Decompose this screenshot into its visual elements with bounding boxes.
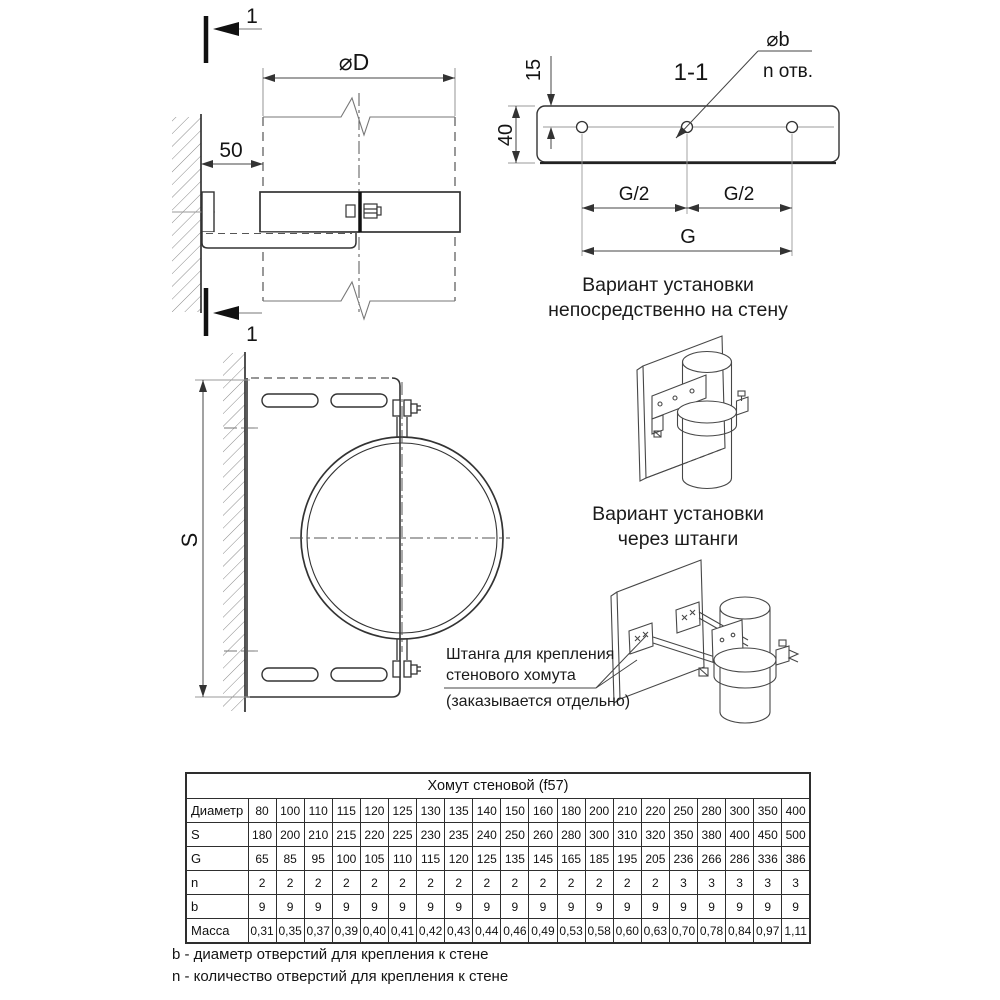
- table-row: [186, 895, 810, 919]
- cell-value: 3: [782, 871, 810, 895]
- cell-value: 0,46: [501, 919, 529, 944]
- cell-value: 2: [641, 871, 669, 895]
- cell-value: 200: [585, 799, 613, 823]
- cell-value: 130: [417, 799, 445, 823]
- row-label: Диаметр: [186, 799, 248, 823]
- install-rods-title-line1: Вариант установки: [592, 503, 764, 525]
- dimension-half-span-left: [582, 184, 687, 212]
- cell-value: 120: [360, 799, 388, 823]
- rod-note: [446, 644, 656, 686]
- install-rods-title-line2: через штанги: [617, 528, 739, 550]
- cell-value: 125: [388, 799, 416, 823]
- cell-value: 400: [726, 823, 754, 847]
- cell-value: 120: [445, 847, 473, 871]
- cell-value: 165: [557, 847, 585, 871]
- cell-value: 0,40: [360, 919, 388, 944]
- cell-value: 9: [641, 895, 669, 919]
- cell-value: 2: [585, 871, 613, 895]
- clamp-bolt-icon: [346, 204, 381, 218]
- cell-value: 0,31: [248, 919, 276, 944]
- install-wall-title-line2: непосредственно на стену: [548, 299, 788, 321]
- cell-value: 9: [669, 895, 697, 919]
- cell-value: 336: [754, 847, 782, 871]
- cell-value: 3: [726, 871, 754, 895]
- cell-value: 220: [641, 799, 669, 823]
- cell-value: 250: [669, 799, 697, 823]
- cell-value: 0,49: [529, 919, 557, 944]
- cell-value: 9: [754, 895, 782, 919]
- cell-value: 3: [698, 871, 726, 895]
- cell-value: 0,63: [641, 919, 669, 944]
- cell-value: 0,78: [698, 919, 726, 944]
- cell-value: 2: [613, 871, 641, 895]
- cell-value: 0,44: [473, 919, 501, 944]
- cell-value: 0,41: [388, 919, 416, 944]
- side-view: [172, 5, 460, 346]
- cell-value: 9: [473, 895, 501, 919]
- cell-value: 9: [445, 895, 473, 919]
- cell-value: 200: [276, 823, 304, 847]
- cell-value: 180: [248, 823, 276, 847]
- cell-value: 0,42: [417, 919, 445, 944]
- cell-value: 2: [501, 871, 529, 895]
- cell-value: 9: [360, 895, 388, 919]
- hole-left: [577, 122, 588, 133]
- cell-value: 205: [641, 847, 669, 871]
- clamp-iso-2: [699, 620, 798, 688]
- cell-value: 9: [501, 895, 529, 919]
- table-row: [186, 799, 810, 823]
- dim-strip-width-label: 40: [495, 123, 517, 147]
- cell-value: 0,84: [726, 919, 754, 944]
- cell-value: 350: [754, 799, 782, 823]
- cell-value: 236: [669, 847, 697, 871]
- table-row: [186, 919, 810, 944]
- cell-value: 9: [248, 895, 276, 919]
- table-row: [186, 847, 810, 871]
- cell-value: 135: [445, 799, 473, 823]
- cell-value: 2: [360, 871, 388, 895]
- cell-value: 2: [248, 871, 276, 895]
- cell-value: 100: [332, 847, 360, 871]
- dimension-strip-width: [495, 106, 535, 163]
- cell-value: 215: [332, 823, 360, 847]
- cell-value: 230: [417, 823, 445, 847]
- cell-value: 2: [557, 871, 585, 895]
- cell-value: 0,37: [304, 919, 332, 944]
- spec-table: [185, 772, 811, 944]
- cell-value: 450: [754, 823, 782, 847]
- row-label: n: [186, 871, 248, 895]
- spec-table-rows: [186, 773, 810, 943]
- cell-value: 3: [754, 871, 782, 895]
- clamp-side-view: [202, 192, 460, 248]
- cell-value: 105: [360, 847, 388, 871]
- cell-value: 250: [501, 823, 529, 847]
- clamp-lug-right: [737, 397, 749, 415]
- section-view-title: 1-1: [673, 59, 709, 86]
- cell-value: 0,60: [613, 919, 641, 944]
- footnote-b: b - диаметр отверстий для крепления к стене: [172, 946, 489, 963]
- cell-value: 300: [726, 799, 754, 823]
- table-title-row: [186, 773, 810, 799]
- cell-value: 235: [445, 823, 473, 847]
- cell-value: 2: [276, 871, 304, 895]
- cell-value: 125: [473, 847, 501, 871]
- cell-value: 350: [669, 823, 697, 847]
- cell-value: 0,70: [669, 919, 697, 944]
- clamp-bolt-top: [393, 400, 421, 438]
- cell-value: 310: [613, 823, 641, 847]
- slot-bottom-right: [331, 668, 387, 681]
- cell-value: 150: [501, 799, 529, 823]
- cell-value: 210: [613, 799, 641, 823]
- cell-value: 9: [557, 895, 585, 919]
- table-title: Хомут стеновой (f57): [186, 773, 810, 799]
- cell-value: 2: [529, 871, 557, 895]
- cell-value: 380: [698, 823, 726, 847]
- install-wall-title: [518, 273, 818, 323]
- cell-value: 195: [613, 847, 641, 871]
- cell-value: 9: [726, 895, 754, 919]
- cell-value: 110: [388, 847, 416, 871]
- rod-note-line3: (заказывается отдельно): [446, 693, 631, 710]
- table-row: [186, 871, 810, 895]
- bracket-shelf: [202, 232, 356, 248]
- cell-value: 280: [698, 799, 726, 823]
- rod-note-line2: стенового хомута: [446, 667, 576, 684]
- cell-value: 185: [585, 847, 613, 871]
- cell-value: 100: [276, 799, 304, 823]
- cell-value: 225: [388, 823, 416, 847]
- hole-right: [787, 122, 798, 133]
- cell-value: 9: [585, 895, 613, 919]
- dimension-wall-offset: [201, 139, 263, 168]
- cell-value: 300: [585, 823, 613, 847]
- dim-diameter-label: ⌀D: [338, 49, 370, 75]
- cell-value: 140: [473, 799, 501, 823]
- cell-value: 260: [529, 823, 557, 847]
- cell-value: 2: [304, 871, 332, 895]
- cell-value: 9: [417, 895, 445, 919]
- cell-value: 386: [782, 847, 810, 871]
- spec-table-container: [185, 772, 811, 944]
- dim-half-span-left-label: G/2: [618, 184, 650, 205]
- row-label: G: [186, 847, 248, 871]
- slot-top-left: [262, 394, 318, 407]
- cell-value: 85: [276, 847, 304, 871]
- cell-value: 2: [388, 871, 416, 895]
- slot-top-right: [331, 394, 387, 407]
- cell-value: 115: [332, 799, 360, 823]
- cell-value: 400: [782, 799, 810, 823]
- row-label: Масса: [186, 919, 248, 944]
- dim-full-span-label: G: [680, 226, 696, 248]
- cell-value: 0,43: [445, 919, 473, 944]
- footnote-n: n - количество отверстий для крепления к стене: [172, 968, 509, 985]
- cell-value: 280: [557, 823, 585, 847]
- cell-value: 9: [698, 895, 726, 919]
- cell-value: 1,11: [782, 919, 810, 944]
- cell-value: 0,97: [754, 919, 782, 944]
- wall-hatch-front: [223, 353, 245, 711]
- install-rods-title: [528, 502, 828, 552]
- cell-value: 3: [669, 871, 697, 895]
- cell-value: 110: [304, 799, 332, 823]
- cell-value: 135: [501, 847, 529, 871]
- row-label: b: [186, 895, 248, 919]
- dimension-full-span: [582, 226, 792, 255]
- cell-value: 0,39: [332, 919, 360, 944]
- cell-value: 2: [332, 871, 360, 895]
- cell-value: 0,35: [276, 919, 304, 944]
- row-label: S: [186, 823, 248, 847]
- cell-value: 145: [529, 847, 557, 871]
- hole-diameter-label: ⌀b: [766, 29, 790, 51]
- cell-value: 9: [782, 895, 810, 919]
- cell-value: 95: [304, 847, 332, 871]
- clamp-bolt-bottom: [393, 639, 421, 677]
- cell-value: 2: [417, 871, 445, 895]
- section-view-1-1: [495, 29, 839, 256]
- dim-edge-to-hole-label: 15: [523, 58, 545, 82]
- cell-value: 2: [445, 871, 473, 895]
- section-label-bottom: 1: [246, 323, 258, 346]
- cell-value: 266: [698, 847, 726, 871]
- cell-value: 9: [388, 895, 416, 919]
- wall-flange: [202, 192, 214, 232]
- cell-value: 0,53: [557, 919, 585, 944]
- clamp-lug-right-2: [776, 646, 789, 665]
- cell-value: 210: [304, 823, 332, 847]
- cell-value: 320: [641, 823, 669, 847]
- cell-value: 160: [529, 799, 557, 823]
- cell-value: 500: [782, 823, 810, 847]
- table-row: [186, 823, 810, 847]
- dim-wall-offset-label: 50: [219, 139, 243, 162]
- cell-value: 0,58: [585, 919, 613, 944]
- cell-value: 115: [417, 847, 445, 871]
- cell-value: 9: [332, 895, 360, 919]
- cell-value: 9: [276, 895, 304, 919]
- cell-value: 9: [529, 895, 557, 919]
- section-label-top: 1: [246, 5, 258, 28]
- cell-value: 2: [473, 871, 501, 895]
- rod-note-extra: [446, 691, 676, 712]
- iso-view-wall-mount: [637, 336, 748, 489]
- cell-value: 65: [248, 847, 276, 871]
- dim-half-span-right-label: G/2: [723, 184, 755, 205]
- cell-value: 286: [726, 847, 754, 871]
- cell-value: 80: [248, 799, 276, 823]
- dim-height-label: S: [177, 532, 202, 548]
- cell-value: 9: [613, 895, 641, 919]
- hole-count-label: n отв.: [762, 61, 814, 82]
- rod-note-line1: Штанга для крепления: [446, 646, 615, 663]
- cell-value: 9: [304, 895, 332, 919]
- cell-value: 180: [557, 799, 585, 823]
- install-wall-title-line1: Вариант установки: [582, 274, 754, 296]
- cell-value: 220: [360, 823, 388, 847]
- wall-hatch: [172, 117, 201, 312]
- dimension-half-span-right: [687, 184, 792, 212]
- cell-value: 240: [473, 823, 501, 847]
- slot-bottom-left: [262, 668, 318, 681]
